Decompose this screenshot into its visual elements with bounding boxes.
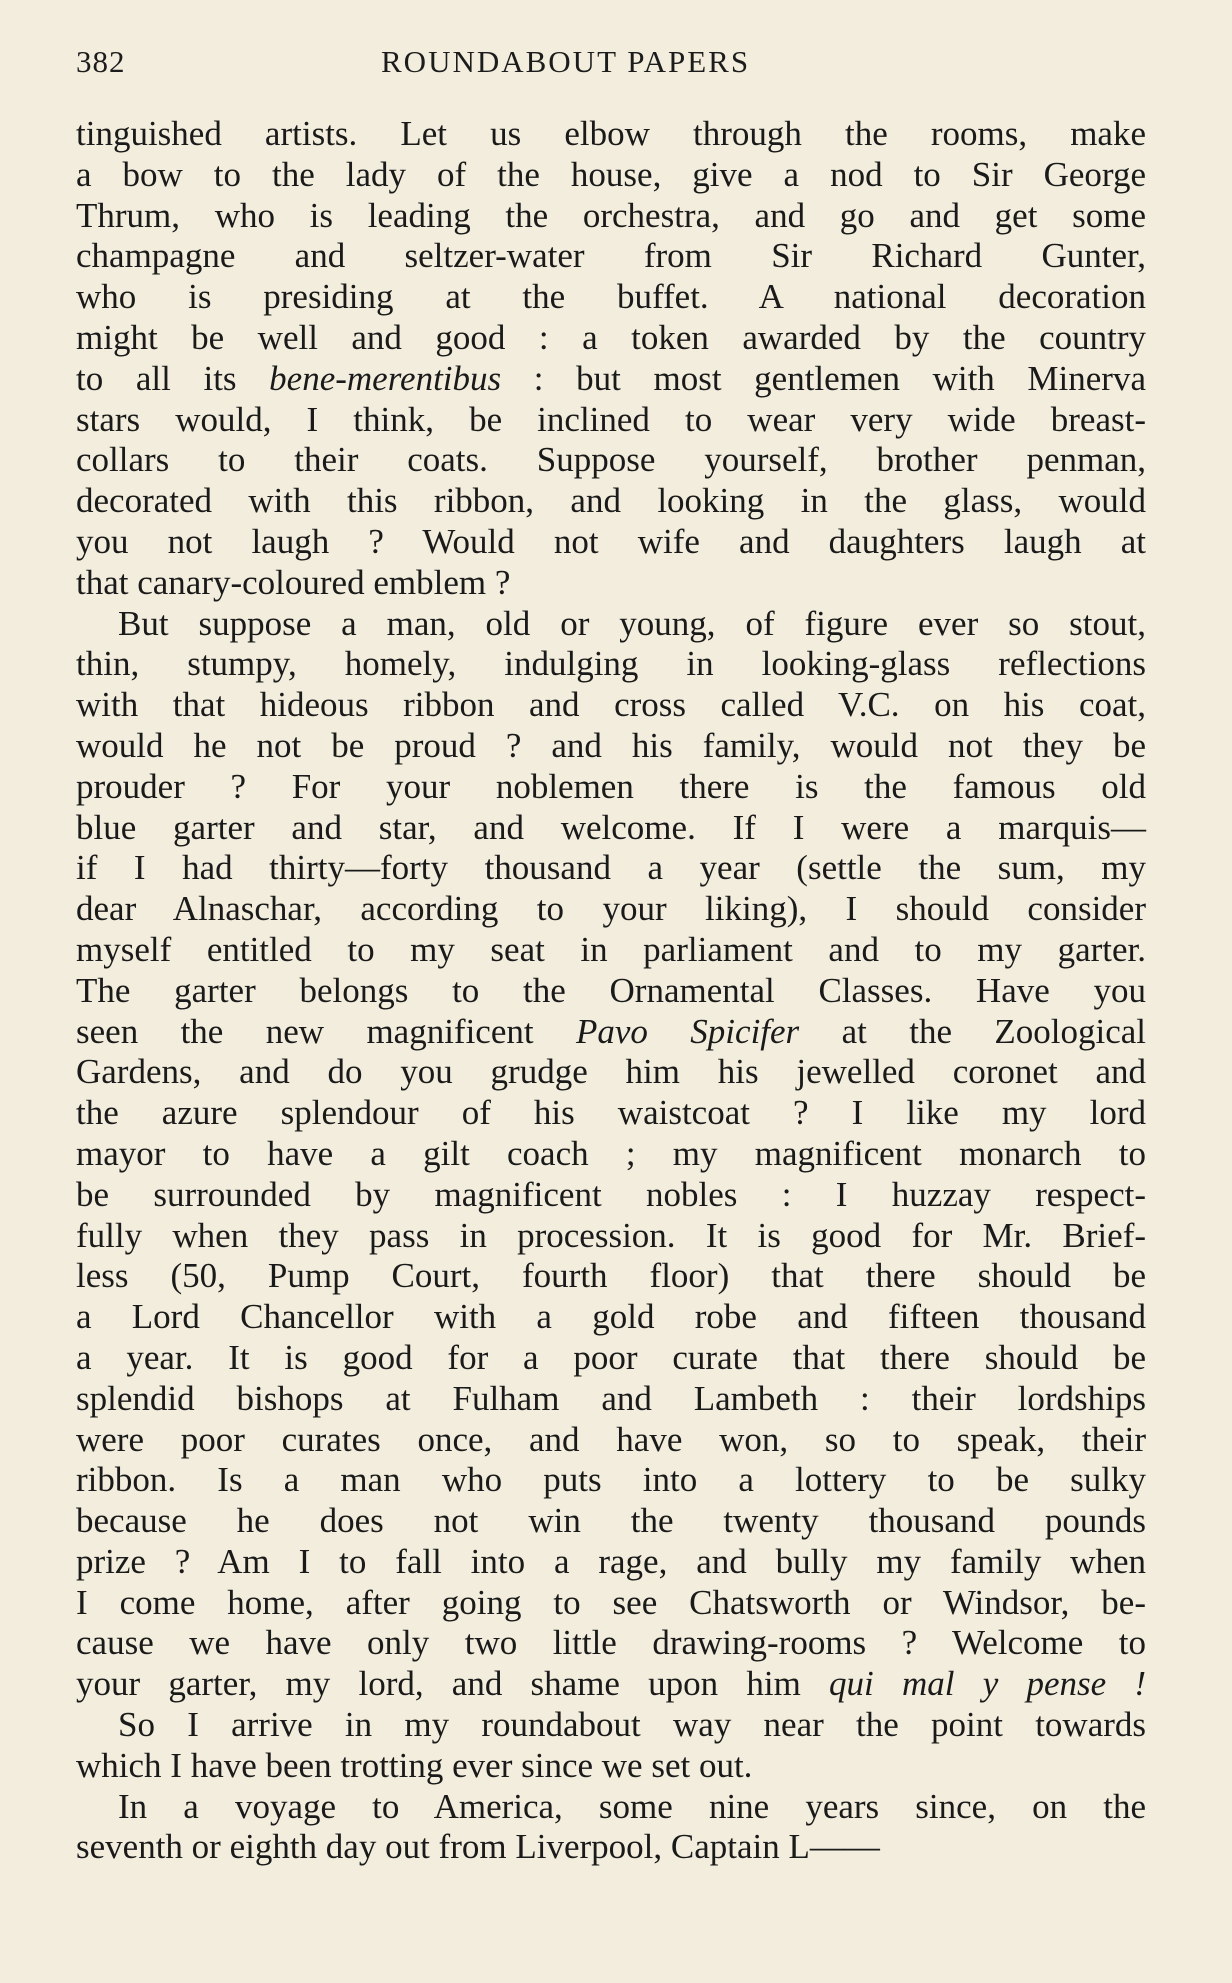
- text-line: thin, stumpy, homely, indulging in looking-glass reflections: [76, 644, 1146, 684]
- text-line: a year. It is good for a poor curate that there should be: [76, 1337, 1146, 1377]
- text-line: a bow to the lady of the house, give a nod to Sir George: [76, 154, 1146, 194]
- text-line: to all its bene-merentibus : but most gentlemen with Minerva: [76, 358, 1146, 398]
- text-line: prouder ? For your noblemen there is the famous old: [76, 766, 1146, 806]
- text-line: would he not be proud ? and his family, would not they be: [76, 725, 1146, 765]
- text-line: So I arrive in my roundabout way near the point towards: [118, 1705, 1146, 1745]
- text-line: seen the new magnificent Pavo Spicifer at the Zoological: [76, 1011, 1146, 1051]
- running-head: ROUNDABOUT PAPERS: [381, 44, 751, 79]
- text-line: your garter, my lord, and shame upon him qui mal y pense !: [76, 1664, 1146, 1704]
- text-line: champagne and seltzer-water from Sir Richard Gunter,: [76, 236, 1146, 276]
- text-line: might be well and good : a token awarded by the country: [76, 317, 1146, 357]
- text-line: were poor curates once, and have won, so to speak, their: [76, 1419, 1146, 1459]
- text-line: blue garter and star, and welcome. If I were a marquis—: [76, 807, 1146, 847]
- page-header: [76, 44, 1146, 84]
- text-line: I come home, after going to see Chatsworth or Windsor, be-: [76, 1582, 1146, 1622]
- text-line: because he does not win the twenty thousand pounds: [76, 1501, 1146, 1541]
- text-line: less (50, Pump Court, fourth floor) that there should be: [76, 1256, 1146, 1296]
- text-line: Gardens, and do you grudge him his jewelled coronet and: [76, 1052, 1146, 1092]
- text-line: mayor to have a gilt coach ; my magnificent monarch to: [76, 1133, 1146, 1173]
- text-line: seventh or eighth day out from Liverpool, Captain L——: [76, 1827, 880, 1867]
- text-line: that canary-coloured emblem ?: [76, 562, 511, 602]
- text-line: stars would, I think, be inclined to wear very wide breast-: [76, 399, 1146, 439]
- text-line: ribbon. Is a man who puts into a lottery to be sulky: [76, 1460, 1146, 1500]
- text-line: if I had thirty—forty thousand a year (settle the sum, my: [76, 848, 1146, 888]
- text-line: a Lord Chancellor with a gold robe and fifteen thousand: [76, 1297, 1146, 1337]
- text-line: collars to their coats. Suppose yourself, brother penman,: [76, 440, 1146, 480]
- text-line: with that hideous ribbon and cross called V.C. on his coat,: [76, 685, 1146, 725]
- text-line: prize ? Am I to fall into a rage, and bully my family when: [76, 1541, 1146, 1581]
- body-text: [76, 114, 1146, 1868]
- text-line: Thrum, who is leading the orchestra, and go and get some: [76, 195, 1146, 235]
- text-line: decorated with this ribbon, and looking in the glass, would: [76, 481, 1146, 521]
- text-line: But suppose a man, old or young, of figure ever so stout,: [118, 603, 1146, 643]
- text-line: the azure splendour of his waistcoat ? I like my lord: [76, 1093, 1146, 1133]
- text-line: myself entitled to my seat in parliament and to my garter.: [76, 929, 1146, 969]
- text-line: The garter belongs to the Ornamental Classes. Have you: [76, 970, 1146, 1010]
- text-line: cause we have only two little drawing-rooms ? Welcome to: [76, 1623, 1146, 1663]
- text-line: be surrounded by magnificent nobles : I huzzay respect-: [76, 1174, 1146, 1214]
- italic-phrase: bene-merentibus: [269, 358, 502, 398]
- text-line: splendid bishops at Fulham and Lambeth : their lordships: [76, 1378, 1146, 1418]
- text-line: fully when they pass in procession. It is good for Mr. Brief-: [76, 1215, 1146, 1255]
- text-line: In a voyage to America, some nine years since, on the: [118, 1786, 1146, 1826]
- text-line: you not laugh ? Would not wife and daughters laugh at: [76, 521, 1146, 561]
- text-line: dear Alnaschar, according to your liking), I should consider: [76, 889, 1146, 929]
- text-line: who is presiding at the buffet. A national decoration: [76, 277, 1146, 317]
- italic-phrase: qui mal y pense !: [829, 1664, 1146, 1704]
- italic-phrase: Pavo Spicifer: [576, 1011, 800, 1051]
- page-number: 382: [76, 44, 126, 79]
- text-line: which I have been trotting ever since we set out.: [76, 1745, 753, 1785]
- text-line: tinguished artists. Let us elbow through the rooms, make: [76, 114, 1146, 153]
